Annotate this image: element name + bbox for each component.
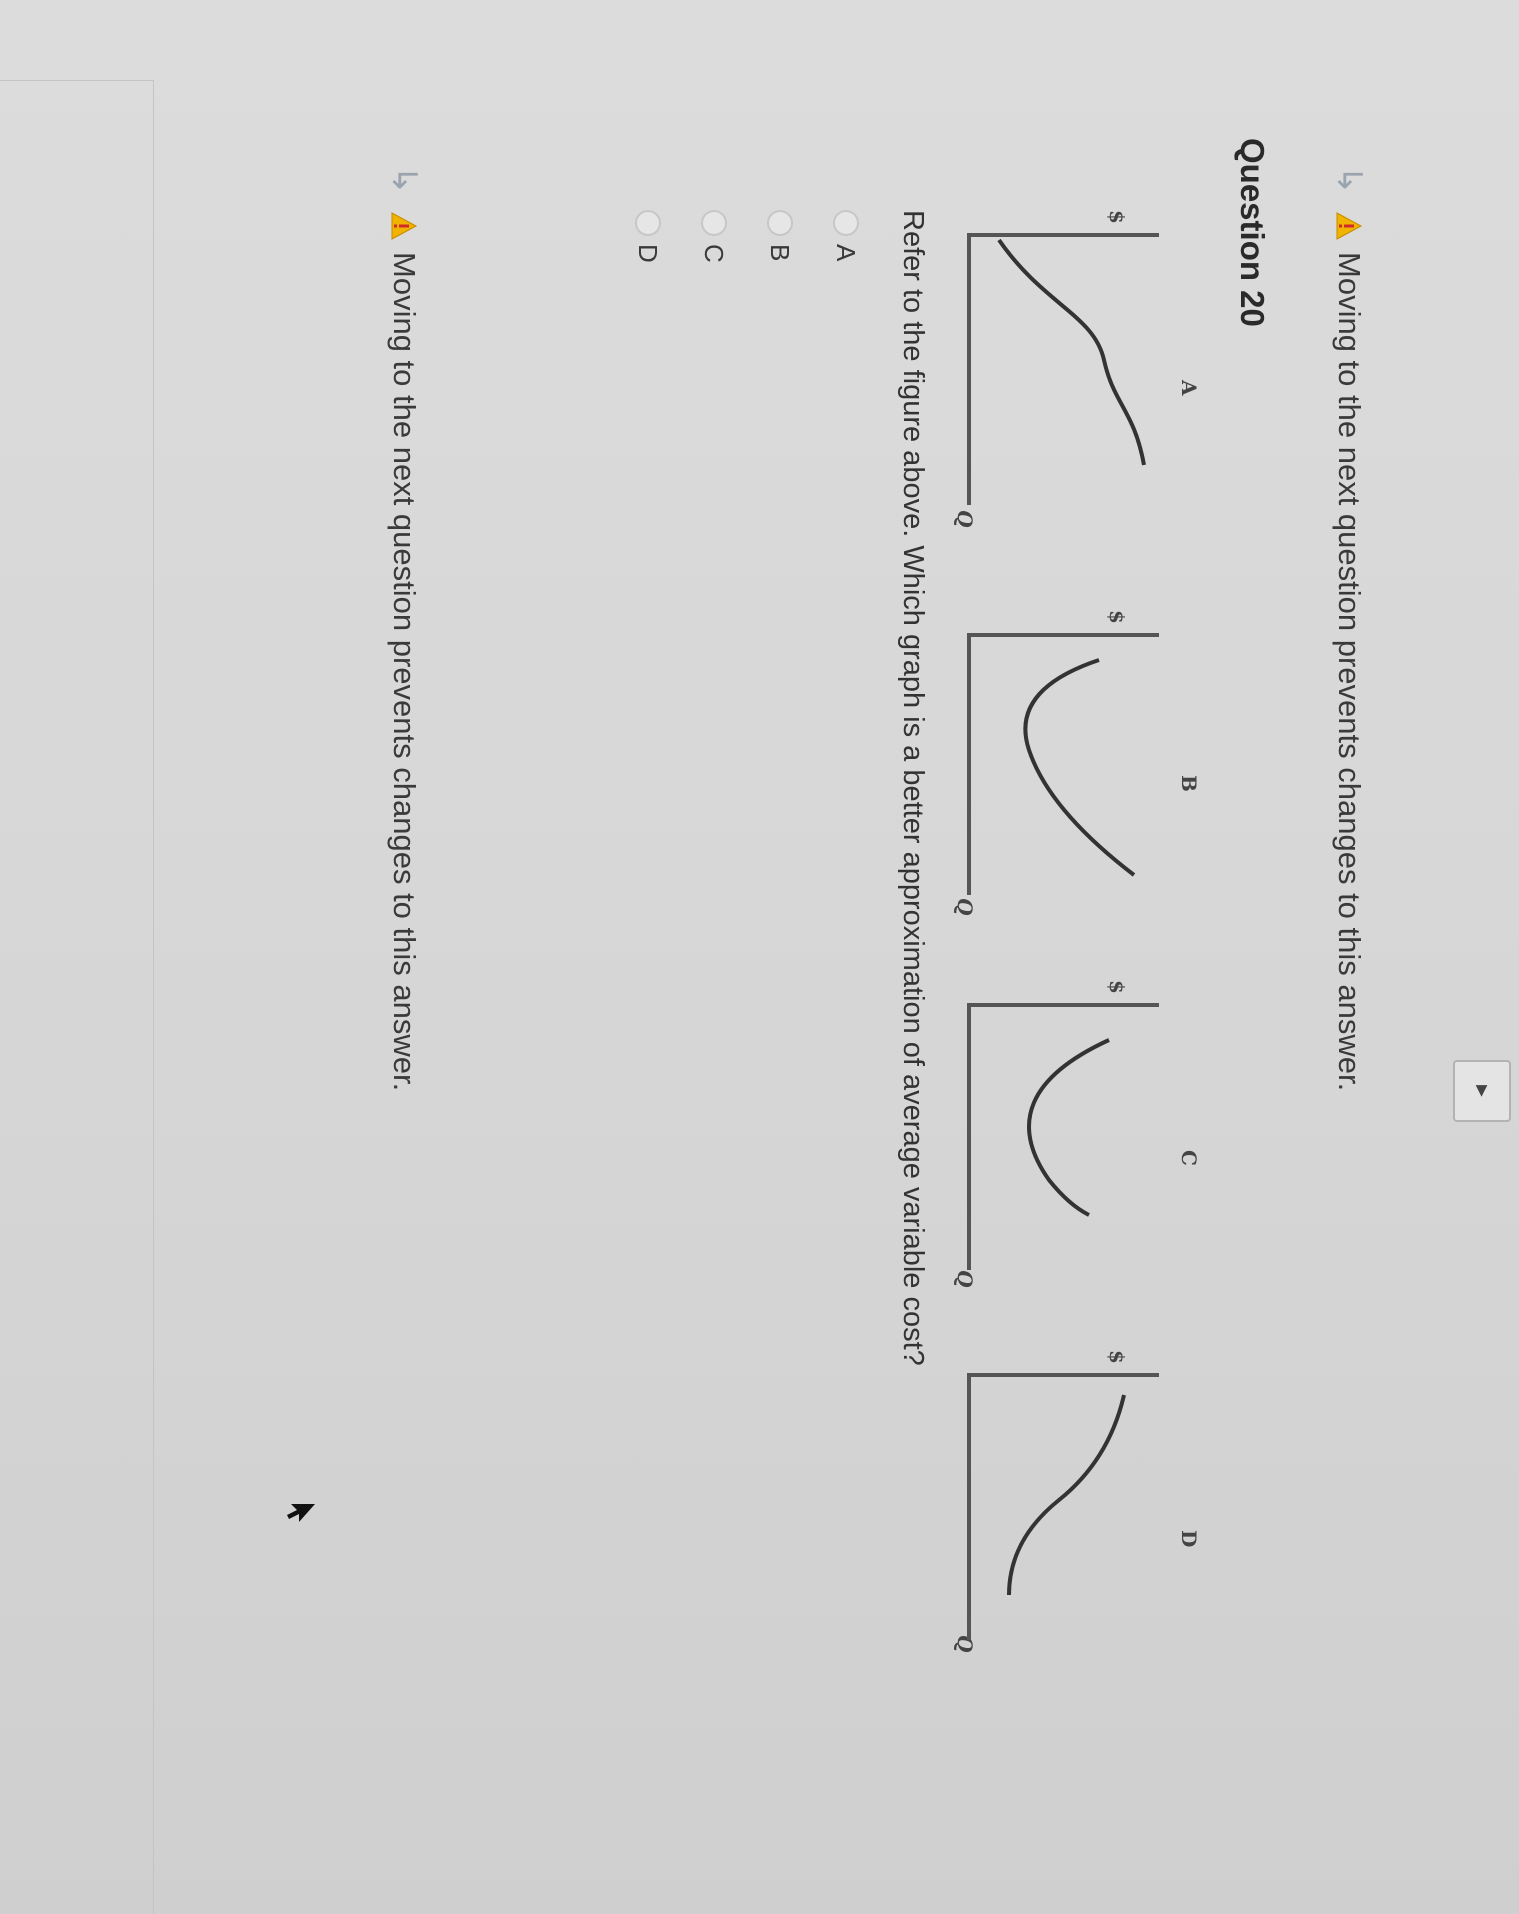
option-label: D [633,244,664,263]
warning-icon [1335,212,1363,240]
return-arrow-icon: ↳ [1330,165,1368,195]
graph-label: D [1177,1530,1201,1548]
option-c[interactable] [681,210,747,263]
warning-text: Moving to the next question prevents changes to this answer. [387,252,422,1092]
mouse-cursor-icon [285,1500,319,1534]
curve [1009,1395,1124,1595]
x-axis-label: Q [953,898,977,916]
y-axis-label: $ [1105,980,1129,994]
graph-label: A [1177,380,1201,396]
graph-axes [969,1005,1159,1270]
y-axis-label: $ [1105,610,1129,624]
radio-button[interactable] [635,210,661,236]
graph-axes [969,1375,1159,1640]
warning-icon [390,212,418,240]
panel-border-vertical [0,80,154,81]
option-b[interactable] [747,210,813,263]
question-title: Question 20 [1234,138,1271,327]
option-label: B [765,244,796,262]
curve [1029,1040,1109,1215]
panel-border [153,80,154,1914]
graph-a-plot [939,210,1219,540]
radio-button[interactable] [767,210,793,236]
graph-c-plot [939,980,1219,1310]
y-axis-label: $ [1105,210,1129,224]
graph-axes [969,235,1159,505]
x-axis-label: Q [953,510,977,528]
navigation-toggle-button[interactable] [1453,1060,1511,1122]
option-label: A [831,244,862,262]
graph-d [939,1350,1219,1680]
option-label: C [699,244,730,263]
answer-options [615,210,879,263]
graph-label: C [1177,1150,1201,1166]
graph-a [939,210,1219,540]
option-d[interactable] [615,210,681,263]
graph-d-plot [939,1350,1219,1680]
question-prompt: Refer to the figure above. Which graph is a better approximation of average variable cost? [897,210,929,1366]
curve [1025,660,1134,875]
warning-text: Moving to the next question prevents changes to this answer. [1332,252,1367,1092]
y-axis-label: $ [1105,1350,1129,1364]
graph-label: B [1177,775,1201,792]
x-axis-label: Q [953,1270,977,1288]
return-arrow-icon: ↳ [385,165,423,195]
next-answer-warning [384,160,424,1091]
x-axis-label: Q [953,1635,977,1653]
chevron-down-icon: ▼ [1472,1079,1492,1102]
figure [939,210,1219,1730]
option-a[interactable] [813,210,879,263]
graph-c [939,980,1219,1310]
graph-b [939,610,1219,940]
graph-b-plot [939,610,1219,940]
curve [999,240,1144,465]
radio-button[interactable] [833,210,859,236]
radio-button[interactable] [701,210,727,236]
previous-answer-warning [1329,160,1369,1091]
